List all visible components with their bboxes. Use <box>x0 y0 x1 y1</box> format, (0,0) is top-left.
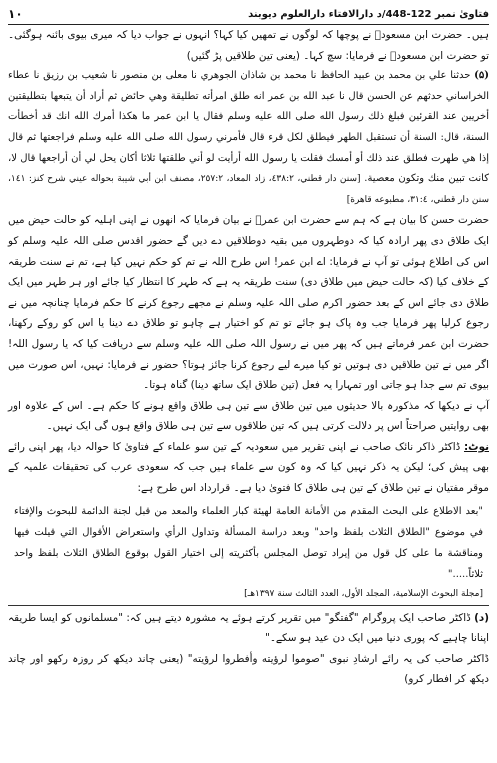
fatwa-quote <box>14 501 483 603</box>
quote-arabic-text: "بعد الاطلاع على البحث المقدم من الأمانة العامة لهيئة كبار العلماء والمعد من قبل لجنة الدائمة للبحوث والإفتاء في موضوع "الطلاق الثلاث بلفظ واحد" وبعد دراسة المسألة وتداول الرأي واستعراض الأقوال التي قيلت فيها ومناقشة ما على كل قول من إيراد توصل المجلس بأكثريته إلى اختيار القول بوقوع الطلاق الثلاث بلفظ واحد ثلاثاً....." <box>14 505 483 580</box>
quote-source: [مجلة البحوث الإسلامية، المجلد الأول، العدد الثالث سنة ١٣٩٧هـ] <box>244 588 483 599</box>
section-d-text: ڈاکٹر صاحب ایک پروگرام "گفتگو" میں تقریر کرتے ہوئے یہ مشورہ دیتے ہیں کہ: "مسلمانوں کو ایسا طریقہ اپنانا چاہیے کہ پوری دنیا میں ایک دن عید ہو سکے۔" <box>8 611 489 645</box>
page-body <box>8 25 489 690</box>
note-paragraph <box>8 437 489 499</box>
paragraph-1: ہیں۔ حضرت ابن مسعودؓ نے پوچھا کہ لوگوں نے تمھیں کیا کہا؟ انہوں نے جواب دیا کہ میری بیوی بائنہ ہوگئی۔ تو حضرت ابن مسعودؓ نے فرمایا: سچ کہا۔ (یعنی تین طلاقیں پڑ گئیں) <box>8 29 489 62</box>
section-divider <box>8 605 489 606</box>
running-title: فتاویٰ نمبر 122-448/د دارالافتاء دارالعلوم دیوبند <box>248 8 489 20</box>
hadith-arabic-text: حدثنا علي بن محمد بن عبيد الحافظ نا محمد بن شاذان الجوهري نا معلى بن منصور نا شعيب بن رزيق نا عطاء الخراساني حدثهم عن الحسن قال نا عبد الله بن عمر انه طلق امرأته تطليقة وهي حائض ثم أراد أن يتبعها بتطليقتين أخريين عند القرئين فبلغ ذلك رسول الله صلى الله عليه وسلم فقال يا ابن عمر ما هكذا أمرك الله انك قد أخطأت السنة، قال: السنة أن تستقبل الطهر فيطلق لكل قرء قال فأمرني رسول الله صلى الله عليه وسلم فراجعتها ثم قال إذا هي طهرت فطلق عند ذلك أو أمسك فقلت يا رسول الله أرأيت لو أني طلقتها ثلاثا أكان يحل لي أن أراجعها قال لا، كانت تبين منك وتكون معصية. <box>8 70 489 185</box>
hadith-number: (۵) <box>474 70 489 82</box>
note-text: ڈاکٹر ذاکر نائک صاحب نے اپنی تقریر میں سعودیہ کے تین سو علماء کے فتاویٰ کا حوالہ دیا، پھر اپنی رائے بھی پیش کی؛ لیکن یہ ذکر نہیں کیا کہ وہ کون سے علماء ہیں جب کہ سعودی عرب کی تحقیقات علمیہ کے موقر مفتیان نے تین طلاق کے تین ہی طلاق کا فتویٰ دیا ہے۔ قرارداد اس طرح ہے: <box>8 440 489 495</box>
hadith-5-arabic <box>8 66 489 210</box>
page-number: ١٠ <box>8 7 23 21</box>
section-d-number: (د) <box>474 611 489 624</box>
hadith-reference: [سنن دار قطني، ٤٣٨:٢، زاد المعاد، ٢٥٧:٢، مصنف ابن أبي شيبة بحواله عيني شرح كنز: ١٤١، سنن دار قطني، ٣١:٤، مطبوعه قاهرة] <box>8 174 489 205</box>
paragraph-translation: حضرت حسن کا بیان ہے کہ ہم سے حضرت ابن عمرؓ نے بیان فرمایا کہ انھوں نے اپنی اہلیہ کو حالت حیض میں ایک طلاق دی پھر ارادہ کیا کہ دوطہروں میں بقیہ دوطلاقیں دے دیں گے حضور اقدس صلی اللہ علیہ وسلم کو اس کی اطلاع ہوئی تو آپ نے فرمایا: اے ابن عمر! اس طرح اللہ نے تم کو حکم نہیں کیا ہے، تم نے سنت طریقہ کے خلاف کیا (کہ حالت حیض میں طلاق دی) سنت طریقہ یہ ہے کہ طہر کا انتظار کیا جائے اور ہر طہر میں ایک طلاق دی جائے اس کے بعد حضور اکرم صلی اللہ علیہ وسلم نے مجھے رجوع کرنے کا حکم فرمایا چنانچہ میں نے رجوع کرلیا پھر فرمایا جب وہ پاک ہو جائے تو تم کو اختیار ہے چاہو تو طلاق دے دینا یا اس کو روکے رکھنا، حضرت ابن عمر فرماتے ہیں کہ پھر میں نے رسول اللہ صلی اللہ علیہ وسلم سے دریافت کیا کہ یا رسول اللہ! اگر میں نے تین طلاقیں دی ہوتیں تو کیا میرے لیے رجوع کرنا جائز ہوتا؟ حضور نے فرمایا: نہیں، اس صورت میں بیوی تم سے جدا ہو جاتی اور تمہارا یہ فعل (تین طلاق ایک ساتھ دینا) گناہ ہوتا۔ <box>8 214 489 392</box>
paragraph-conclusion: آپ نے دیکھا کہ مذکورہ بالا حدیثوں میں تین طلاق سے تین ہی طلاق واقع ہونے کا حکم ہے۔ اس کے علاوہ اور بھی روایتیں صراحتاً اس پر دلالت کرتی ہیں کہ تین طلاقوں سے تین ہی طلاق واقع ہوں گی ایک نہیں۔ <box>8 399 489 433</box>
final-paragraph: ڈاکٹر صاحب کی یہ رائے ارشادِ نبوی "صوموا لرؤیته وأفطروا لرؤیته" (یعنی چاند دیکھ کر روزہ رکھو اور چاند دیکھ کر افطار کرو) <box>8 652 489 686</box>
section-d-paragraph <box>8 608 489 649</box>
note-label: نوٹ: <box>463 440 489 453</box>
page-header <box>8 4 489 25</box>
